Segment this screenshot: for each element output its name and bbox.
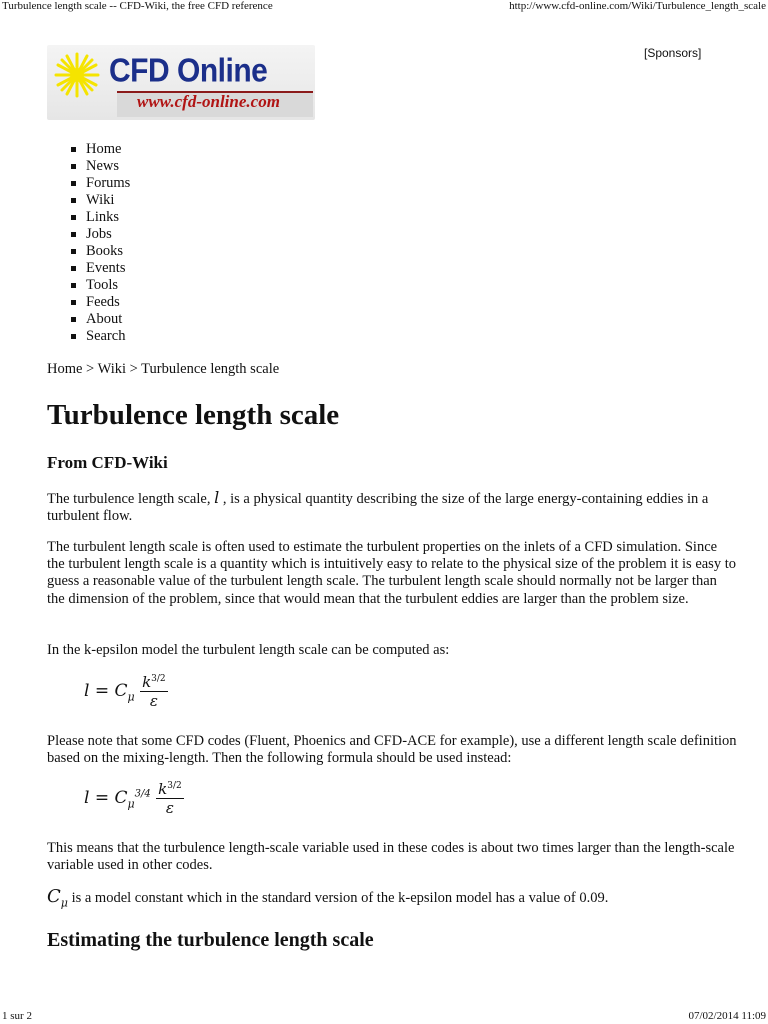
- length-symbol: l: [214, 488, 220, 507]
- section-heading: Estimating the turbulence length scale: [47, 929, 374, 951]
- nav-item-home[interactable]: Home: [71, 141, 130, 158]
- print-footer-page: 1 sur 2: [2, 1010, 32, 1022]
- bullet-icon: [71, 147, 76, 152]
- nav-item-feeds[interactable]: Feeds: [71, 294, 130, 311]
- nav-item-about[interactable]: About: [71, 311, 130, 328]
- kepsilon-intro: In the k-epsilon model the turbulent length scale can be computed as:: [47, 642, 450, 658]
- page-title: Turbulence length scale: [47, 399, 340, 431]
- nav-item-books[interactable]: Books: [71, 243, 130, 260]
- comparison-paragraph: This means that the turbulence length-scale variable used in these codes is about two times larger than the length-scale variable used in other codes.: [47, 840, 735, 874]
- model-constant-paragraph: $C_\mu$ is a model constant which in the standard version of the k-epsilon model has a value of 0.09.: [47, 886, 609, 910]
- print-header-url: http://www.cfd-online.com/Wiki/Turbulence_length_scale: [509, 0, 766, 12]
- nav-item-events[interactable]: Events: [71, 260, 130, 277]
- usage-paragraph: The turbulent length scale is often used to estimate the turbulent properties on the inlets of a CFD simulation. Since the turbulent length scale is a quantity which is intuitively easy to relate to the physical size of the problem it is easy to guess a reasonable value of the turbulent length scale. The turbulent length scale should normally not be larger than the dimension of the problem, since that would mean that the turbulent eddies are larger than the problem size.: [47, 539, 736, 607]
- logo-brand-name: CFD Online: [109, 53, 268, 90]
- print-footer-datetime: 07/02/2014 11:09: [688, 1010, 766, 1022]
- formula-kepsilon: $l = C_\mu$ $\frac{k^{3/2}}{\varepsilon}$: [84, 673, 166, 710]
- intro-paragraph: The turbulence length scale, l , is a physical quantity describing the size of the large energy-containing eddies in a turbulent flow.: [47, 488, 709, 525]
- bullet-icon: [71, 249, 76, 254]
- nav-item-wiki[interactable]: Wiki: [71, 192, 130, 209]
- star-burst-icon: [53, 51, 101, 99]
- nav-item-forums[interactable]: Forums: [71, 175, 130, 192]
- bullet-icon: [71, 232, 76, 237]
- mixing-length-note: Please note that some CFD codes (Fluent, Phoenics and CFD-ACE for example), use a different length scale definition based on the mixing-length. Then the following formula should be used instead:: [47, 733, 737, 767]
- bullet-icon: [71, 266, 76, 271]
- c-mu-symbol: $C_\mu$: [47, 886, 68, 910]
- bullet-icon: [71, 300, 76, 305]
- sponsors-link[interactable]: [Sponsors]: [644, 46, 702, 60]
- breadcrumb[interactable]: Home > Wiki > Turbulence length scale: [47, 361, 280, 377]
- nav-item-jobs[interactable]: Jobs: [71, 226, 130, 243]
- nav-item-tools[interactable]: Tools: [71, 277, 130, 294]
- print-header-title: Turbulence length scale -- CFD-Wiki, the free CFD reference: [2, 0, 273, 12]
- nav-item-news[interactable]: News: [71, 158, 130, 175]
- logo-url: www.cfd-online.com: [137, 92, 280, 111]
- cfd-online-logo[interactable]: [47, 45, 315, 120]
- main-nav: [71, 141, 130, 345]
- page-subtitle: From CFD-Wiki: [47, 453, 168, 472]
- formula-mixing-length: $l = C_\mu^{3/4}$ $\frac{k^{3/2}}{\varepsilon}$: [84, 780, 182, 817]
- nav-item-links[interactable]: Links: [71, 209, 130, 226]
- bullet-icon: [71, 334, 76, 339]
- nav-item-search[interactable]: Search: [71, 328, 130, 345]
- bullet-icon: [71, 283, 76, 288]
- bullet-icon: [71, 215, 76, 220]
- bullet-icon: [71, 181, 76, 186]
- bullet-icon: [71, 317, 76, 322]
- bullet-icon: [71, 198, 76, 203]
- bullet-icon: [71, 164, 76, 169]
